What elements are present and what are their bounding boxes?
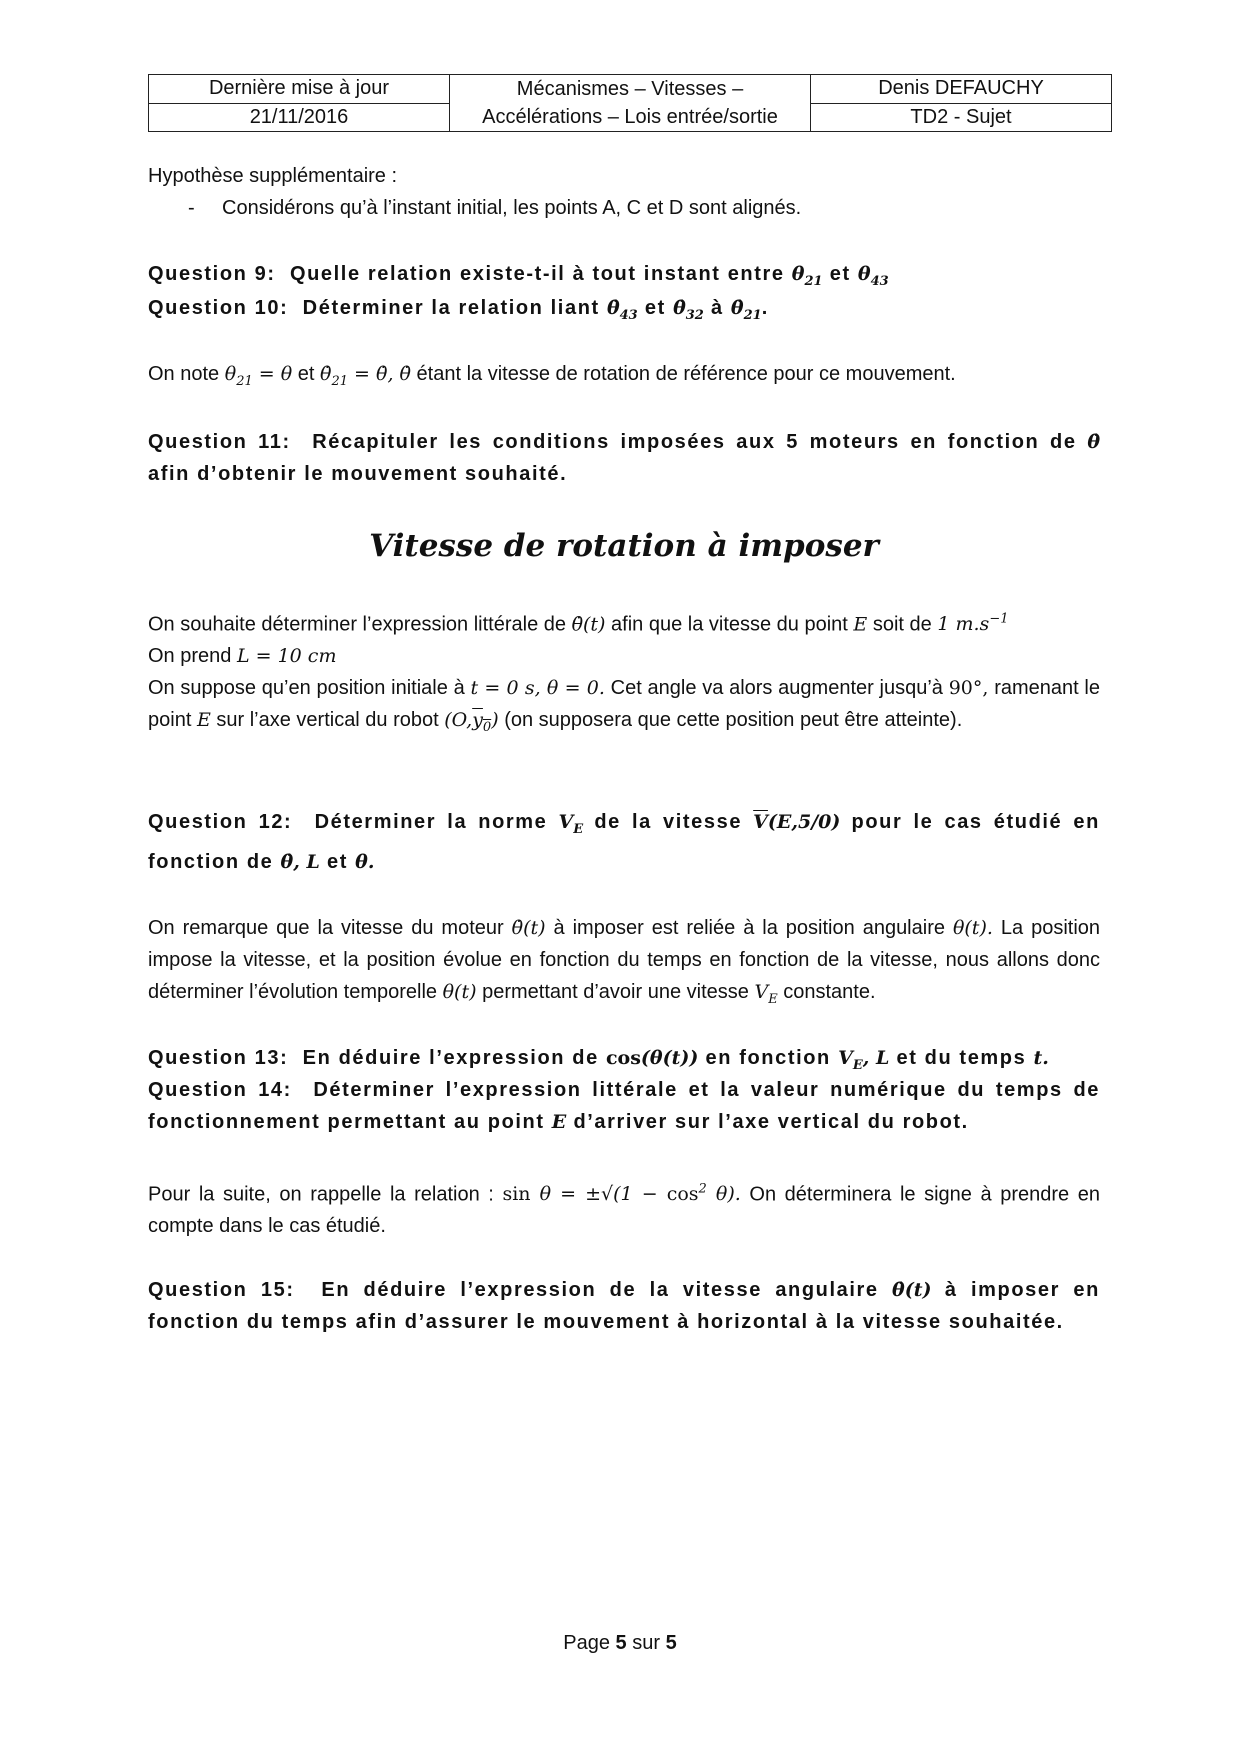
theta32-dot-symbol: $\thetȧ_{32}$ <box>673 297 704 323</box>
footer-sur: sur <box>632 1632 661 1654</box>
remark-a: On remarque que la vitesse du moteur <box>148 917 504 939</box>
note-paragraph <box>148 358 1100 398</box>
last-update-label: Dernière mise à jour <box>149 75 450 104</box>
header-table <box>148 74 1112 132</box>
q12-and: et <box>326 850 348 873</box>
velocity-vector: $\overline{V}(E,5/0)$ <box>753 811 841 833</box>
bullet-dash: - <box>188 197 195 219</box>
hypothesis-block <box>148 160 1100 224</box>
course-title-line1: Mécanismes – Vitesses – <box>516 78 744 100</box>
course-title-line2: Accélérations – Lois entrée/sortie <box>482 106 778 128</box>
theta-t: θ(t) <box>442 981 477 1003</box>
note-p1: On note <box>148 363 220 385</box>
q12-mid: de la vitesse <box>594 811 743 833</box>
q14-end: d’arriver sur l’axe vertical du robot. <box>573 1111 969 1133</box>
t-zero: t = 0 s, θ = 0. <box>470 677 605 700</box>
q13-vars: $V_E$, L <box>838 1047 890 1073</box>
note-eq1: $\theta_{21} = \theta$ <box>224 363 293 389</box>
page-footer <box>0 1632 1240 1655</box>
reminder-paragraph <box>148 1174 1100 1242</box>
point-e: E <box>853 613 868 636</box>
reminder-a: Pour la suite, on rappelle la relation : <box>148 1183 494 1206</box>
cos-theta-t: cos(θ(t)) <box>605 1047 699 1069</box>
theta43-dot-symbol: $\thetȧ_{43}$ <box>606 297 638 323</box>
q11-end: afin d’obtenir le mouvement souhaité. <box>148 463 568 485</box>
remark-b: à imposer est reliée à la position angulaire <box>553 917 945 939</box>
note-p3: étant la vitesse de rotation de référence pour ce mouvement. <box>416 363 956 385</box>
q14-point-e: E <box>551 1111 567 1133</box>
q14-label: Question 14: <box>148 1079 292 1101</box>
q12-label: Question 12: <box>148 811 293 833</box>
q13-end: et du temps <box>896 1047 1027 1069</box>
question-11 <box>148 426 1100 490</box>
hypothesis-title: Hypothèse supplémentaire : <box>148 165 398 187</box>
intro-line3 <box>148 672 1100 744</box>
footer-page-num: 5 <box>615 1632 627 1654</box>
footer-page-word: Page <box>563 1632 610 1654</box>
section-title: Vitesse de rotation à imposer <box>369 528 879 564</box>
intro-l3c: ramenant le point <box>148 677 1100 732</box>
q9-label: Question 9: <box>148 263 276 285</box>
theta-t-dot: θ̇(t) <box>571 613 606 636</box>
q10-end: . <box>761 297 769 319</box>
q13-t: t. <box>1033 1047 1049 1069</box>
angle-90: 90°, <box>948 677 989 700</box>
sin-relation: $\sin \theta = \pm√(1 - \cos^2 \theta)$. <box>502 1182 741 1206</box>
intro-l1b: afin que la vitesse du point <box>611 613 848 636</box>
q12-theta: θ. <box>355 850 375 873</box>
q15-end: à imposer en fonction du temps afin d’assurer le mouvement à horizontal à la vitesse souhaitée. <box>148 1279 1100 1333</box>
intro-l1c: soit de <box>872 613 932 636</box>
q14-text: Déterminer l’expression littérale et la valeur numérique du temps de fonctionnement permettant au point <box>148 1079 1100 1133</box>
course-title <box>450 75 811 132</box>
q10-label: Question 10: <box>148 297 289 319</box>
reminder-b: On déterminera le signe à prendre en compte dans le cas étudié. <box>148 1183 1100 1238</box>
intro-paragraph <box>148 604 1100 744</box>
hypothesis-bullet-text: Considérons qu’à l’instant initial, les points A, C et D sont alignés. <box>222 197 802 219</box>
note-eq2: $\thetȧ_{21}$ = θ̇, θ̇ <box>320 363 411 389</box>
q15-label: Question 15: <box>148 1279 295 1301</box>
q13-label: Question 13: <box>148 1047 289 1069</box>
theta43-symbol: $\theta_{43}$ <box>857 263 889 289</box>
last-update-date: 21/11/2016 <box>149 103 450 132</box>
note-p2: et <box>297 363 315 385</box>
q13-mid: en fonction <box>705 1047 831 1069</box>
q9-text: Quelle relation existe-t-il à tout instant entre <box>289 263 785 285</box>
intro-l1a: On souhaite déterminer l’expression littérale de <box>148 613 566 636</box>
q12-vars: θ̇, L <box>280 850 320 873</box>
q12-text: Déterminer la norme <box>314 811 548 833</box>
footer-total: 5 <box>665 1632 677 1654</box>
remark-e: constante. <box>783 981 876 1003</box>
axis-o-y0: $(O,y_0)$ <box>444 709 499 736</box>
intro-l3a: On suppose qu’en position initiale à <box>148 677 465 700</box>
q12-mid2: pour le cas étudié en fonction de <box>148 811 1100 873</box>
q15-theta-dot: θ̇(t) <box>892 1279 932 1301</box>
q13-text: En déduire l’expression de <box>302 1047 599 1069</box>
question-14 <box>148 1074 1100 1138</box>
theta-dot-symbol: θ̇ <box>1087 431 1100 453</box>
q11-label: Question 11: <box>148 431 291 453</box>
speed-value: 1 $m.s^{-1}$ <box>937 612 1009 636</box>
ve-constant: $V_E$ <box>754 981 778 1007</box>
intro-l3e: (on supposera que cette position peut être atteinte). <box>504 709 963 732</box>
angular-position: θ(t). <box>952 917 993 939</box>
intro-line2 <box>148 640 1100 672</box>
remark-c: La position impose la vitesse, et la position évolue en fonction du temps en fonction de la vitesse, nous allons donc déterminer l’évolution temporelle <box>148 917 1101 1003</box>
intro-l2: On prend <box>148 645 232 668</box>
intro-l3d: sur l’axe vertical du robot <box>216 709 439 732</box>
q10-mid1: et <box>644 297 666 319</box>
theta21-symbol: $\theta_{21}$ <box>791 263 823 289</box>
question-12 <box>148 806 1100 878</box>
intro-l3b: Cet angle va alors augmenter jusqu’à <box>610 677 943 700</box>
q10-text: Déterminer la relation liant <box>302 297 600 319</box>
q15-text: En déduire l’expression de la vitesse angulaire <box>321 1279 879 1301</box>
hypothesis-bullet <box>148 192 1100 224</box>
remark-d: permettant d’avoir une vitesse <box>482 981 749 1003</box>
motor-speed: θ̇(t) <box>511 917 546 939</box>
q11-text: Récapituler les conditions imposées aux 5 moteurs en fonction de <box>312 431 1077 453</box>
ve-symbol: $V_E$ <box>558 811 584 837</box>
q9-mid: et <box>829 263 851 285</box>
point-e-2: E <box>196 709 211 732</box>
question-10 <box>148 292 1100 332</box>
author-name: Denis DEFAUCHY <box>811 75 1112 104</box>
theta21-dot-symbol: $\thetȧ_{21}$ <box>730 297 762 323</box>
length-value: L = 10 cm <box>236 645 337 668</box>
question-15 <box>148 1274 1100 1338</box>
remark-paragraph <box>148 912 1100 1016</box>
q10-mid2: à <box>711 297 724 319</box>
doc-id: TD2 - Sujet <box>811 103 1112 132</box>
intro-line1 <box>148 604 1100 640</box>
